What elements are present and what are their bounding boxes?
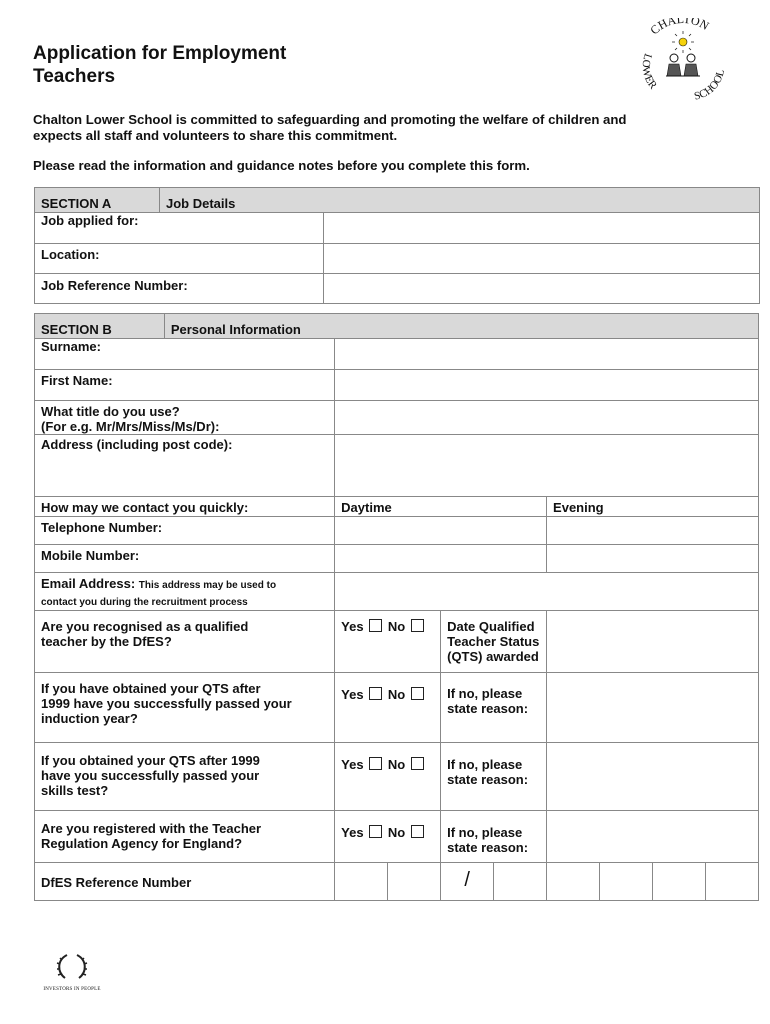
svg-text:SCHOOL: SCHOOL — [693, 68, 728, 103]
surname-field[interactable] — [335, 339, 759, 370]
contact-question: How may we contact you quickly: — [35, 497, 335, 517]
induction-reason-label: If no, please state reason: — [441, 673, 547, 743]
title-line-2: Teachers — [33, 66, 116, 87]
dfes-ref-box-7[interactable] — [705, 863, 758, 901]
induction-yes-checkbox[interactable] — [369, 687, 382, 700]
email-field[interactable] — [335, 573, 759, 611]
investors-in-people-logo: INVESTORS IN PEOPLE — [42, 952, 102, 992]
svg-text:CHALTON: CHALTON — [647, 18, 712, 38]
dfes-ref-box-4[interactable] — [547, 863, 600, 901]
tra-registered-options: Yes No — [335, 811, 441, 863]
tra-yes-checkbox[interactable] — [369, 825, 382, 838]
telephone-label: Telephone Number: — [35, 517, 335, 545]
title-label: What title do you use? (For e.g. Mr/Mrs/Miss/Ms/Dr): — [35, 401, 335, 435]
evening-header: Evening — [547, 497, 759, 517]
skills-test-reason-label: If no, please state reason: — [441, 743, 547, 811]
daytime-header: Daytime — [335, 497, 547, 517]
skills-test-yes-checkbox[interactable] — [369, 757, 382, 770]
dfes-ref-separator: / — [441, 863, 494, 901]
location-label: Location: — [35, 244, 324, 274]
qts-date-field[interactable] — [547, 611, 759, 673]
skills-test-options: Yes No — [335, 743, 441, 811]
section-a-title: Job Details — [160, 188, 760, 213]
first-name-field[interactable] — [335, 370, 759, 401]
section-b-label: SECTION B — [35, 314, 165, 339]
dfes-ref-box-1[interactable] — [335, 863, 388, 901]
job-applied-for-field[interactable] — [324, 213, 760, 244]
page-title — [33, 42, 286, 88]
induction-reason-field[interactable] — [547, 673, 759, 743]
mobile-label: Mobile Number: — [35, 545, 335, 573]
qts-recognised-no-checkbox[interactable] — [411, 619, 424, 632]
svg-text:LOWER: LOWER — [639, 51, 660, 92]
telephone-evening-field[interactable] — [547, 517, 759, 545]
address-field[interactable] — [335, 435, 759, 497]
mobile-daytime-field[interactable] — [335, 545, 547, 573]
tra-reason-field[interactable] — [547, 811, 759, 863]
dfes-ref-box-6[interactable] — [652, 863, 705, 901]
tra-no-checkbox[interactable] — [411, 825, 424, 838]
induction-year-options: Yes No — [335, 673, 441, 743]
qts-date-label: Date Qualified Teacher Status (QTS) awarded — [441, 611, 547, 673]
tra-registered-question: Are you registered with the Teacher Regulation Agency for England? — [35, 811, 335, 863]
skills-test-reason-field[interactable] — [547, 743, 759, 811]
dfes-ref-box-5[interactable] — [600, 863, 653, 901]
dfes-ref-box-2[interactable] — [388, 863, 441, 901]
title-line-1: Application for Employment — [33, 43, 287, 64]
job-applied-for-label: Job applied for: — [35, 213, 324, 244]
laurel-icon — [55, 952, 89, 982]
qts-recognised-yes-checkbox[interactable] — [369, 619, 382, 632]
dfes-reference-label: DfES Reference Number — [35, 863, 335, 901]
section-b-table — [34, 313, 759, 901]
section-a-table — [34, 187, 760, 304]
first-name-label: First Name: — [35, 370, 335, 401]
telephone-daytime-field[interactable] — [335, 517, 547, 545]
address-label: Address (including post code): — [35, 435, 335, 497]
skills-test-question: If you obtained your QTS after 1999 have you successfully passed your skills test? — [35, 743, 335, 811]
qts-recognised-options: Yes No — [335, 611, 441, 673]
mobile-evening-field[interactable] — [547, 545, 759, 573]
email-label: Email Address: This address may be used to contact you during the recruitment process — [35, 573, 335, 611]
location-field[interactable] — [324, 244, 760, 274]
skills-test-no-checkbox[interactable] — [411, 757, 424, 770]
induction-year-question: If you have obtained your QTS after 1999 have you successfully passed your induction year? — [35, 673, 335, 743]
surname-label: Surname: — [35, 339, 335, 370]
job-reference-field[interactable] — [324, 274, 760, 304]
induction-no-checkbox[interactable] — [411, 687, 424, 700]
section-b-title: Personal Information — [164, 314, 758, 339]
tra-reason-label: If no, please state reason: — [441, 811, 547, 863]
qts-recognised-question: Are you recognised as a qualified teacher by the DfES? — [35, 611, 335, 673]
school-logo — [628, 18, 738, 108]
job-reference-label: Job Reference Number: — [35, 274, 324, 304]
commitment-statement: Chalton Lower School is committed to safeguarding and promoting the welfare of children and expects all staff and volunteers to share this commitment. — [33, 112, 627, 143]
title-field[interactable] — [335, 401, 759, 435]
dfes-ref-box-3[interactable] — [494, 863, 547, 901]
guidance-text: Please read the information and guidance notes before you complete this form. — [33, 158, 530, 173]
section-a-label: SECTION A — [35, 188, 160, 213]
